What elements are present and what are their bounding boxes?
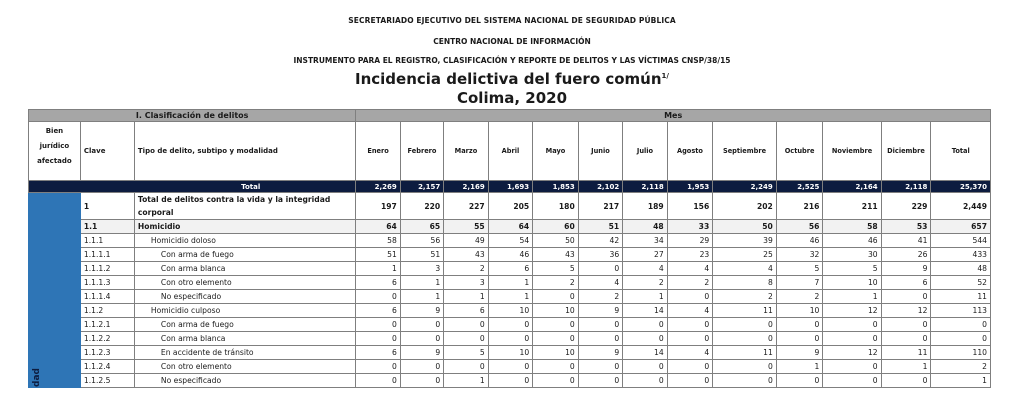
month-value-cell: 220: [400, 193, 443, 220]
month-value-cell: 46: [776, 234, 823, 248]
month-value-cell: 6: [356, 346, 400, 360]
month-value-cell: 58: [823, 220, 881, 234]
month-value-cell: 1: [488, 290, 532, 304]
month-value-cell: 26: [881, 248, 931, 262]
month-value-cell: 0: [713, 374, 777, 388]
month-value-cell: 156: [667, 193, 713, 220]
month-value-cell: 0: [356, 290, 400, 304]
month-value-cell: 11: [713, 304, 777, 318]
month-value-cell: 0: [578, 332, 622, 346]
month-value-cell: 0: [623, 374, 667, 388]
month-value-cell: 6: [488, 262, 532, 276]
col-header-tipo: Tipo de delito, subtipo y modalidad: [134, 122, 355, 181]
month-value-cell: 11: [881, 346, 931, 360]
month-value-cell: 0: [623, 332, 667, 346]
month-value-cell: 0: [533, 360, 579, 374]
row-total-cell: 0: [931, 318, 991, 332]
row-total-cell: 2,449: [931, 193, 991, 220]
month-value-cell: 49: [444, 234, 488, 248]
month-value-cell: 0: [881, 318, 931, 332]
month-value-cell: 0: [400, 374, 443, 388]
month-value-cell: 10: [533, 304, 579, 318]
month-value-cell: 1: [400, 276, 443, 290]
month-value-cell: 39: [713, 234, 777, 248]
clave-cell: 1.1.2.1: [80, 318, 134, 332]
table-row: [29, 248, 991, 262]
crime-type-cell: Total de delitos contra la vida y la integridad corporal: [134, 193, 355, 220]
month-value-cell: 2: [533, 276, 579, 290]
month-value-cell: 64: [488, 220, 532, 234]
month-value-cell: 0: [823, 332, 881, 346]
row-total-cell: 0: [931, 332, 991, 346]
row-total-cell: 52: [931, 276, 991, 290]
month-value-cell: 6: [881, 276, 931, 290]
month-value-cell: 53: [881, 220, 931, 234]
crime-type-cell: Homicidio doloso: [134, 234, 355, 248]
month-value-cell: 0: [713, 332, 777, 346]
month-value-cell: 0: [667, 290, 713, 304]
month-value-cell: 46: [488, 248, 532, 262]
month-value-cell: 227: [444, 193, 488, 220]
table-row: [29, 304, 991, 318]
month-value-cell: 5: [823, 262, 881, 276]
col-header-month: Marzo: [444, 122, 488, 181]
month-value-cell: 0: [356, 332, 400, 346]
table-row: [29, 220, 991, 234]
month-value-cell: 6: [444, 304, 488, 318]
grand-total-month-value: 2,102: [578, 181, 622, 193]
col-header-month: Noviembre: [823, 122, 881, 181]
month-value-cell: 0: [713, 318, 777, 332]
month-value-cell: 4: [578, 276, 622, 290]
month-value-cell: 10: [776, 304, 823, 318]
clave-cell: 1.1.1.4: [80, 290, 134, 304]
clave-cell: 1.1.2.4: [80, 360, 134, 374]
page-title-text: Incidencia delictiva del fuero común: [355, 70, 662, 88]
month-value-cell: 60: [533, 220, 579, 234]
month-value-cell: 0: [776, 332, 823, 346]
classification-group-header: I. Clasificación de delitos: [29, 110, 356, 122]
crime-type-cell: Homicidio: [134, 220, 355, 234]
clave-cell: 1.1.2.2: [80, 332, 134, 346]
clave-cell: 1.1.2.3: [80, 346, 134, 360]
grand-total-month-value: 2,164: [823, 181, 881, 193]
table-row: [29, 193, 991, 220]
month-value-cell: 0: [881, 290, 931, 304]
month-value-cell: 10: [823, 276, 881, 290]
month-value-cell: 0: [444, 332, 488, 346]
month-value-cell: 14: [623, 346, 667, 360]
grand-total-row: [29, 181, 991, 193]
row-total-cell: 657: [931, 220, 991, 234]
month-value-cell: 0: [776, 374, 823, 388]
row-total-cell: 1: [931, 374, 991, 388]
grand-total-month-value: 2,157: [400, 181, 443, 193]
month-value-cell: 23: [667, 248, 713, 262]
month-value-cell: 0: [623, 360, 667, 374]
month-value-cell: 0: [713, 360, 777, 374]
table-row: [29, 360, 991, 374]
month-value-cell: 0: [881, 374, 931, 388]
bien-juridico-label: dad: [32, 368, 42, 387]
month-value-cell: 14: [623, 304, 667, 318]
grand-total-month-value: 1,953: [667, 181, 713, 193]
table-row: [29, 234, 991, 248]
month-value-cell: 4: [713, 262, 777, 276]
row-total-cell: 11: [931, 290, 991, 304]
crime-type-cell: Con arma blanca: [134, 332, 355, 346]
month-value-cell: 41: [881, 234, 931, 248]
month-value-cell: 180: [533, 193, 579, 220]
clave-cell: 1.1.1.1: [80, 248, 134, 262]
month-value-cell: 25: [713, 248, 777, 262]
clave-cell: 1.1.1.2: [80, 262, 134, 276]
month-value-cell: 33: [667, 220, 713, 234]
month-value-cell: 2: [667, 276, 713, 290]
col-header-month: Julio: [623, 122, 667, 181]
month-value-cell: 1: [356, 262, 400, 276]
month-value-cell: 197: [356, 193, 400, 220]
group-header-row: [29, 110, 991, 122]
month-value-cell: 0: [533, 374, 579, 388]
month-value-cell: 0: [823, 318, 881, 332]
table-row: [29, 374, 991, 388]
col-header-month: Agosto: [667, 122, 713, 181]
month-value-cell: 9: [578, 304, 622, 318]
month-value-cell: 2: [623, 276, 667, 290]
month-value-cell: 1: [776, 360, 823, 374]
crime-incidence-table: [28, 109, 991, 388]
month-value-cell: 50: [533, 234, 579, 248]
month-value-cell: 4: [667, 346, 713, 360]
clave-cell: 1.1.1: [80, 234, 134, 248]
clave-cell: 1.1: [80, 220, 134, 234]
month-value-cell: 0: [578, 262, 622, 276]
month-value-cell: 216: [776, 193, 823, 220]
grand-total-month-value: 2,169: [444, 181, 488, 193]
page-subtitle: Colima, 2020: [456, 89, 568, 107]
column-header-row: [29, 122, 991, 181]
month-value-cell: 54: [488, 234, 532, 248]
crime-type-cell: No especificado: [134, 374, 355, 388]
month-value-cell: 205: [488, 193, 532, 220]
month-value-cell: 64: [356, 220, 400, 234]
grand-total-month-value: 2,118: [881, 181, 931, 193]
month-value-cell: 3: [444, 276, 488, 290]
col-header-bien: Bien jurídico afectado: [29, 122, 81, 181]
row-total-cell: 113: [931, 304, 991, 318]
month-value-cell: 30: [823, 248, 881, 262]
agency-name: SECRETARIADO EJECUTIVO DEL SISTEMA NACIONAL DE SEGURIDAD PÚBLICA: [348, 16, 676, 25]
month-value-cell: 9: [881, 262, 931, 276]
month-value-cell: 2: [776, 290, 823, 304]
month-value-cell: 51: [356, 248, 400, 262]
month-value-cell: 3: [400, 262, 443, 276]
month-value-cell: 202: [713, 193, 777, 220]
month-value-cell: 211: [823, 193, 881, 220]
month-value-cell: 6: [356, 276, 400, 290]
crime-type-cell: Homicidio culposo: [134, 304, 355, 318]
month-value-cell: 1: [444, 290, 488, 304]
month-value-cell: 6: [356, 304, 400, 318]
month-value-cell: 46: [823, 234, 881, 248]
month-value-cell: 10: [488, 304, 532, 318]
month-value-cell: 9: [400, 346, 443, 360]
month-value-cell: 0: [823, 374, 881, 388]
row-total-cell: 110: [931, 346, 991, 360]
month-value-cell: 0: [400, 332, 443, 346]
month-value-cell: 27: [623, 248, 667, 262]
crime-type-cell: Con arma de fuego: [134, 318, 355, 332]
table-row: [29, 290, 991, 304]
table-row: [29, 332, 991, 346]
col-header-month: Febrero: [400, 122, 443, 181]
month-value-cell: 0: [488, 360, 532, 374]
month-value-cell: 0: [356, 374, 400, 388]
month-value-cell: 0: [488, 332, 532, 346]
grand-total-month-value: 2,249: [713, 181, 777, 193]
month-value-cell: 5: [776, 262, 823, 276]
month-value-cell: 0: [881, 332, 931, 346]
month-value-cell: 0: [533, 318, 579, 332]
month-value-cell: 10: [533, 346, 579, 360]
instrument-name: INSTRUMENTO PARA EL REGISTRO, CLASIFICACIÓN Y REPORTE DE DELITOS Y LAS VÍCTIMAS CNSP/38/15: [293, 56, 731, 65]
month-value-cell: 1: [881, 360, 931, 374]
month-value-cell: 43: [444, 248, 488, 262]
page-title: [0, 70, 1024, 88]
clave-cell: 1.1.2: [80, 304, 134, 318]
month-value-cell: 4: [667, 262, 713, 276]
clave-cell: 1: [80, 193, 134, 220]
col-header-month: Octubre: [776, 122, 823, 181]
grand-total-label: Total: [29, 181, 356, 193]
month-value-cell: 2: [444, 262, 488, 276]
month-value-cell: 4: [623, 262, 667, 276]
month-value-cell: 0: [667, 374, 713, 388]
month-value-cell: 9: [776, 346, 823, 360]
bien-juridico-cell: [29, 193, 81, 388]
month-value-cell: 189: [623, 193, 667, 220]
month-value-cell: 7: [776, 276, 823, 290]
grand-total-month-value: 2,118: [623, 181, 667, 193]
month-value-cell: 4: [667, 304, 713, 318]
month-value-cell: 1: [823, 290, 881, 304]
title-footnote: 1/: [661, 72, 669, 80]
month-value-cell: 0: [623, 318, 667, 332]
col-header-clave: Clave: [80, 122, 134, 181]
month-value-cell: 217: [578, 193, 622, 220]
month-value-cell: 50: [713, 220, 777, 234]
month-value-cell: 55: [444, 220, 488, 234]
month-value-cell: 36: [578, 248, 622, 262]
month-value-cell: 12: [881, 304, 931, 318]
month-value-cell: 1: [444, 374, 488, 388]
crime-type-cell: Con arma de fuego: [134, 248, 355, 262]
grand-total-month-value: 1,693: [488, 181, 532, 193]
row-total-cell: 544: [931, 234, 991, 248]
col-header-month: Abril: [488, 122, 532, 181]
table-row: [29, 262, 991, 276]
month-value-cell: 0: [488, 318, 532, 332]
month-value-cell: 0: [578, 374, 622, 388]
month-value-cell: 48: [623, 220, 667, 234]
month-value-cell: 29: [667, 234, 713, 248]
col-header-month: Diciembre: [881, 122, 931, 181]
month-value-cell: 0: [667, 318, 713, 332]
center-name: CENTRO NACIONAL DE INFORMACIÓN: [433, 37, 591, 46]
month-value-cell: 56: [400, 234, 443, 248]
month-value-cell: 5: [533, 262, 579, 276]
month-value-cell: 43: [533, 248, 579, 262]
month-value-cell: 0: [356, 318, 400, 332]
month-value-cell: 9: [578, 346, 622, 360]
table-row: [29, 276, 991, 290]
month-value-cell: 0: [356, 360, 400, 374]
month-value-cell: 32: [776, 248, 823, 262]
month-value-cell: 34: [623, 234, 667, 248]
month-value-cell: 2: [713, 290, 777, 304]
month-value-cell: 65: [400, 220, 443, 234]
grand-total-month-value: 2,269: [356, 181, 400, 193]
col-header-month: Junio: [578, 122, 622, 181]
month-value-cell: 0: [578, 318, 622, 332]
row-total-cell: 48: [931, 262, 991, 276]
month-value-cell: 11: [713, 346, 777, 360]
col-header-month: Mayo: [533, 122, 579, 181]
month-value-cell: 0: [488, 374, 532, 388]
month-value-cell: 0: [533, 290, 579, 304]
month-value-cell: 0: [400, 318, 443, 332]
month-value-cell: 8: [713, 276, 777, 290]
month-value-cell: 1: [400, 290, 443, 304]
clave-cell: 1.1.2.5: [80, 374, 134, 388]
month-value-cell: 0: [667, 360, 713, 374]
month-value-cell: 1: [488, 276, 532, 290]
crime-type-cell: Con otro elemento: [134, 276, 355, 290]
month-value-cell: 5: [444, 346, 488, 360]
row-total-cell: 433: [931, 248, 991, 262]
table-row: [29, 318, 991, 332]
month-value-cell: 0: [776, 318, 823, 332]
grand-total-month-value: 2,525: [776, 181, 823, 193]
crime-type-cell: Con arma blanca: [134, 262, 355, 276]
month-value-cell: 2: [578, 290, 622, 304]
month-value-cell: 12: [823, 346, 881, 360]
col-header-month: Septiembre: [713, 122, 777, 181]
table-row: [29, 346, 991, 360]
grand-total-value: 25,370: [931, 181, 991, 193]
month-value-cell: 0: [578, 360, 622, 374]
month-value-cell: 1: [623, 290, 667, 304]
grand-total-month-value: 1,853: [533, 181, 579, 193]
month-value-cell: 56: [776, 220, 823, 234]
clave-cell: 1.1.1.3: [80, 276, 134, 290]
month-value-cell: 0: [533, 332, 579, 346]
crime-type-cell: En accidente de tránsito: [134, 346, 355, 360]
month-value-cell: 0: [823, 360, 881, 374]
month-group-header: Mes: [356, 110, 991, 122]
month-value-cell: 9: [400, 304, 443, 318]
month-value-cell: 58: [356, 234, 400, 248]
month-value-cell: 0: [667, 332, 713, 346]
month-value-cell: 0: [444, 360, 488, 374]
col-header-month: Enero: [356, 122, 400, 181]
month-value-cell: 51: [400, 248, 443, 262]
crime-type-cell: No especificado: [134, 290, 355, 304]
month-value-cell: 10: [488, 346, 532, 360]
col-header-total: Total: [931, 122, 991, 181]
month-value-cell: 229: [881, 193, 931, 220]
month-value-cell: 51: [578, 220, 622, 234]
month-value-cell: 12: [823, 304, 881, 318]
month-value-cell: 0: [400, 360, 443, 374]
crime-type-cell: Con otro elemento: [134, 360, 355, 374]
month-value-cell: 42: [578, 234, 622, 248]
month-value-cell: 0: [444, 318, 488, 332]
row-total-cell: 2: [931, 360, 991, 374]
